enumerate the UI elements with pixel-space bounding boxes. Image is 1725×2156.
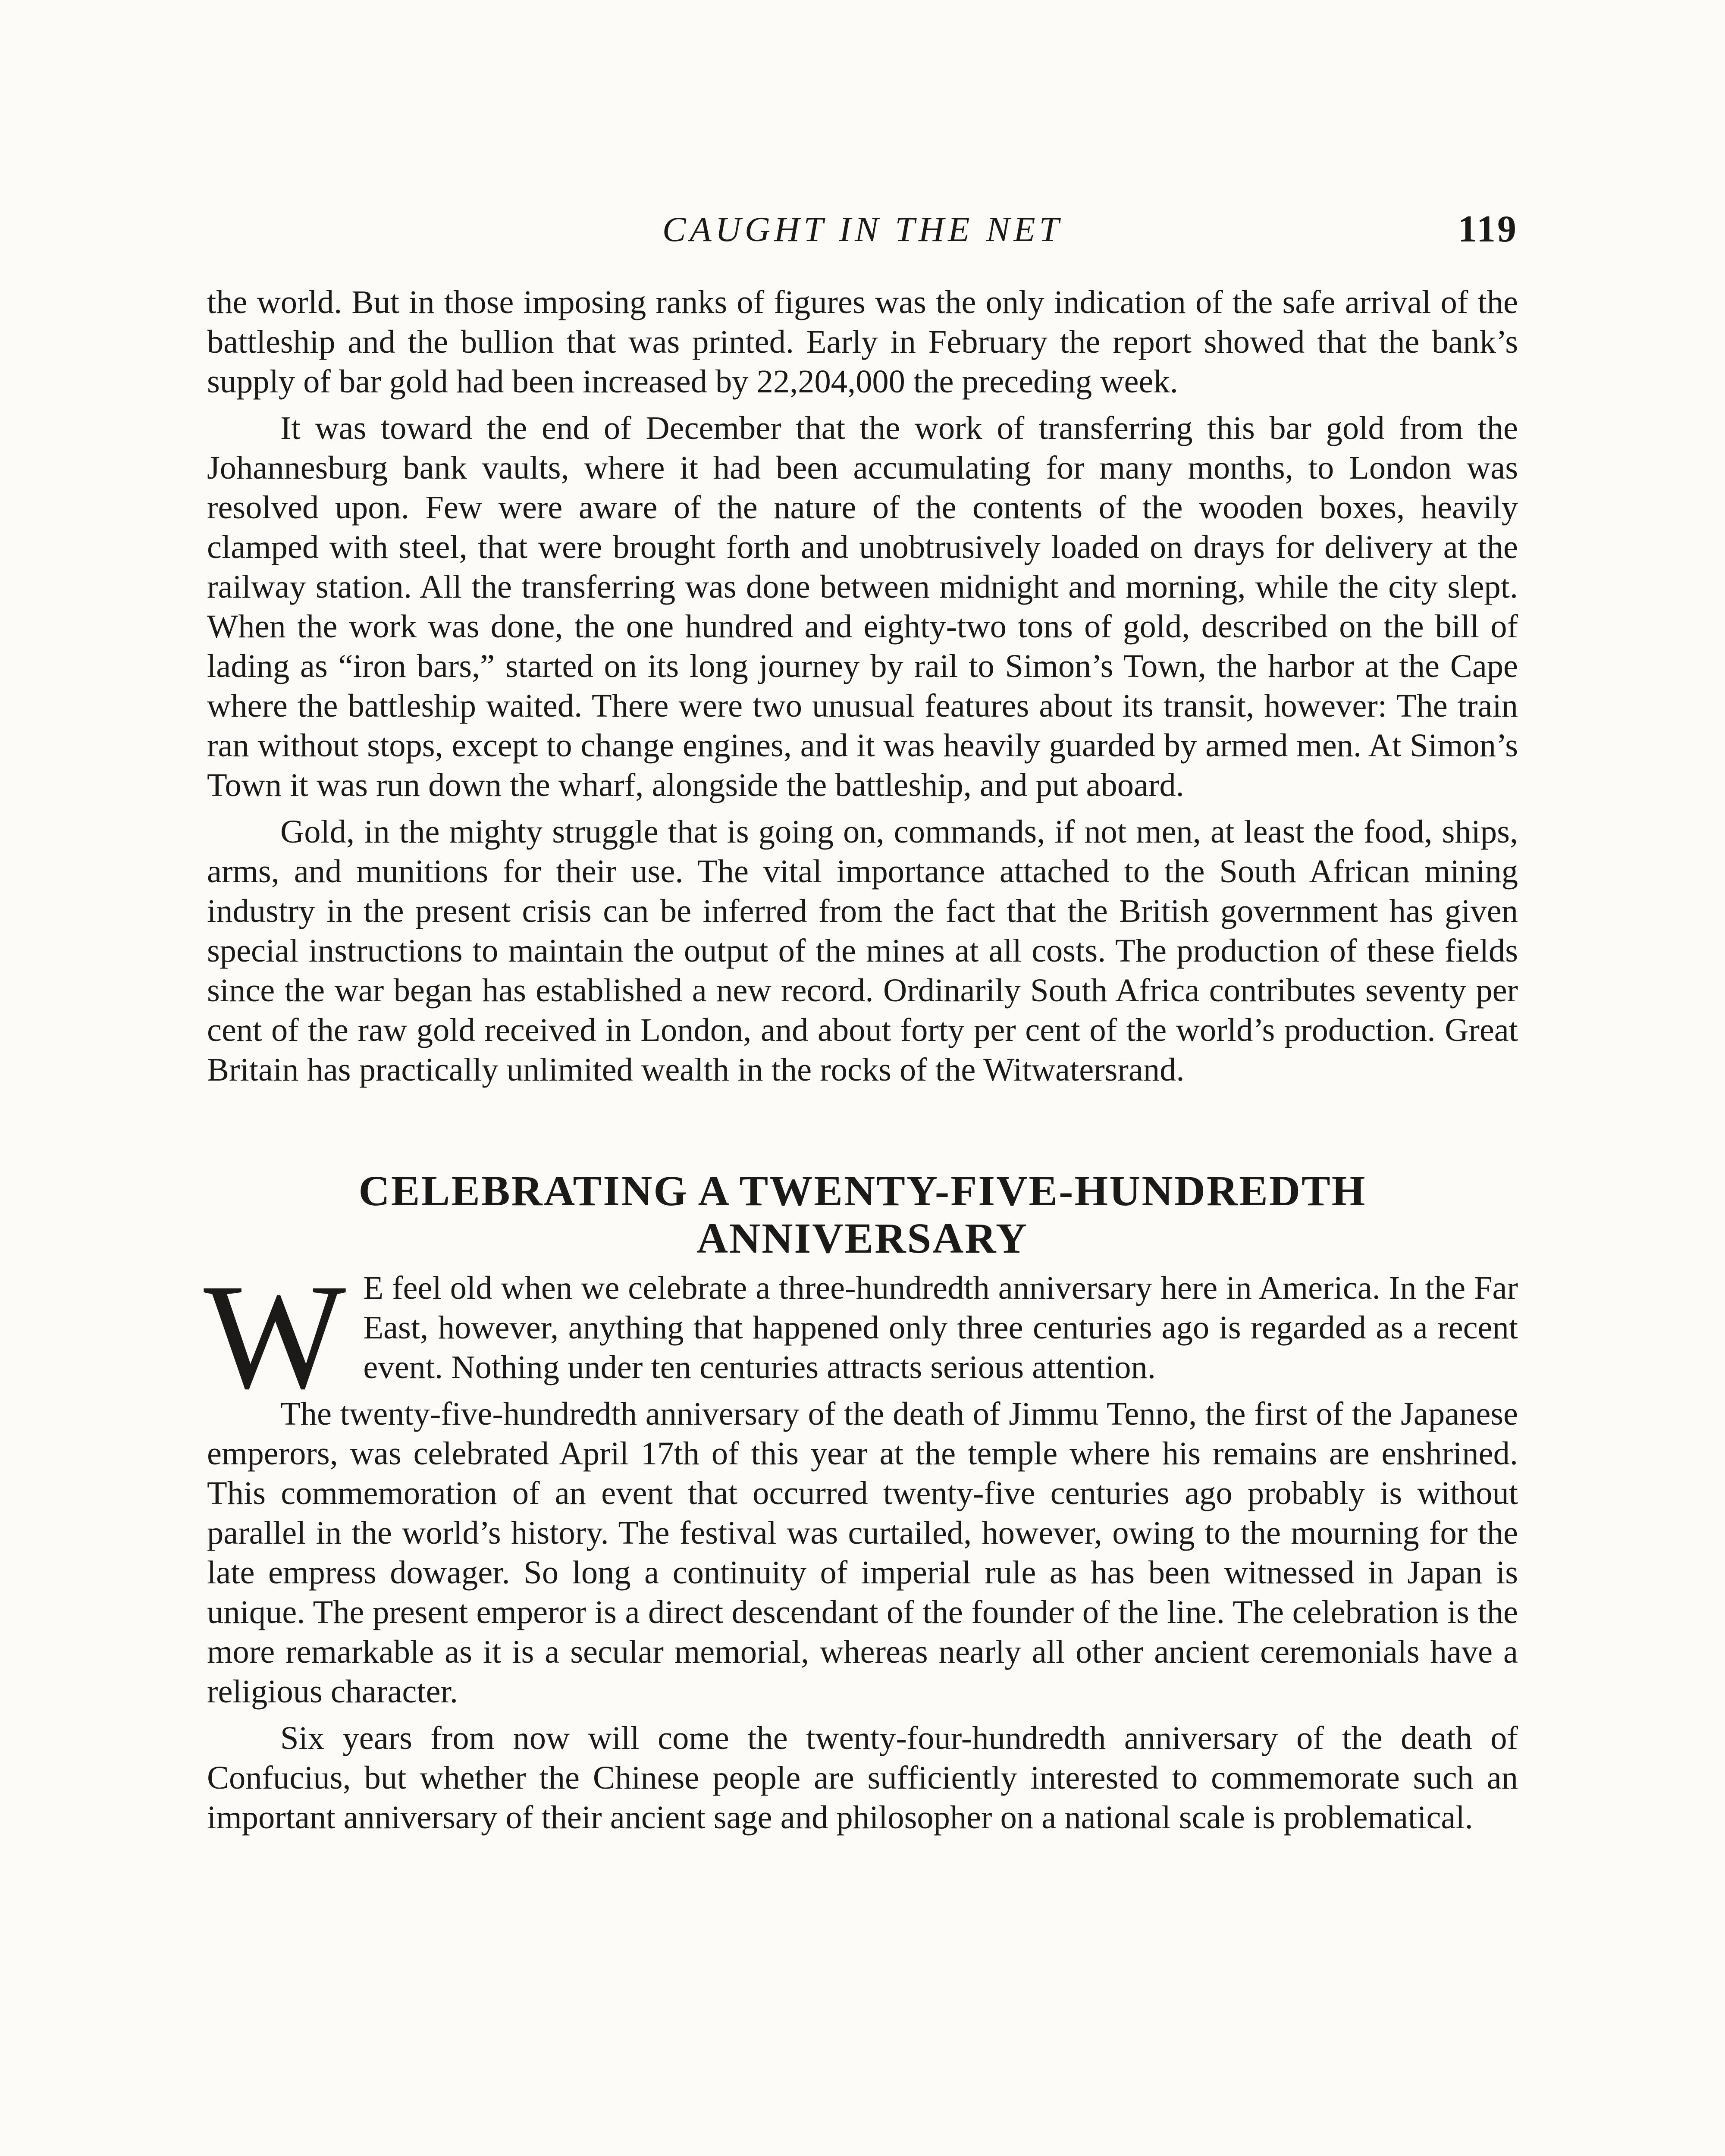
- article-heading: [207, 1167, 1518, 1262]
- paragraph-confucius: Six years from now will come the twenty-four-hundredth anniversary of the death of Confucius, but whether the Chinese people are sufficiently interested to commemorate such an important anniversary of their ancient sage and philosopher on a national scale is problematical.: [207, 1720, 1518, 1836]
- paragraph-gold-transfer: It was toward the end of December that the work of transferring this bar gold from the Johannesburg bank vaults, where it had been accumulating for many months, to London was resolved upon. Few were aware of the nature of the contents of the wooden boxes, heavily clamped with steel, that were brought forth and unobtrusively loaded on drays for delivery at the railway station. All the transferring was done between midnight and morning, while the city slept. When the work was done, the one hundred and eighty-two tons of gold, described on the bill of lading as “iron bars,” started on its long journey by rail to Simon’s Town, the harbor at the Cape where the battleship waited. There were two unusual features about its transit, however: The train ran without stops, except to change engines, and it was heavily guarded by armed men. At Simon’s Town it was run down the wharf, alongside the battleship, and put aboard.: [207, 410, 1518, 803]
- body-text: [204, 282, 1518, 1844]
- paragraph-jimmu-tenno: The twenty-five-hundredth anniversary of the death of Jimmu Tenno, the first of the Japanese emperors, was celebrated April 17th of this year at the temple where his remains are enshrined. This commemoration of an event that occurred twenty-five centuries ago probably is without parallel in the world’s history. The festival was curtailed, however, owing to the mourning for the late empress dowager. So long a continuity of imperial rule as has been witnessed in Japan is unique. The present emperor is a direct descendant of the founder of the line. The celebration is the more remarkable as it is a secular memorial, whereas nearly all other ancient ceremonials have a religious character.: [207, 1395, 1518, 1710]
- drop-cap: W: [204, 1253, 346, 1420]
- heading-line-2: ANNIVERSARY: [696, 1214, 1029, 1262]
- paragraph-continued: the world. But in those imposing ranks of figures was the only indication of the safe arrival of the battleship and the bullion that was printed. Early in February the report showed that the bank’s supply of bar gold had been increased by 22,204,000 the preceding week.: [207, 284, 1518, 400]
- opening-text: E feel old when we celebrate a three-hundredth anniversary here in America. In the Far East, however, anything that happened only three centuries ago is regarded as a recent event. Nothing under ten centuries attracts serious attention.: [363, 1269, 1518, 1385]
- paragraph-gold-struggle: Gold, in the mighty struggle that is going on, commands, if not men, at least the food, ships, arms, and munitions for their use. The vital importance attached to the South African mining industry in the present crisis can be inferred from the fact that the British government has given special instructions to maintain the output of the mines at all costs. The production of these fields since the war began has established a new record. Ordinarily South Africa contributes seventy per cent of the raw gold received in London, and about forty per cent of the world’s production. Great Britain has practically unlimited wealth in the rocks of the Witwatersrand.: [207, 813, 1518, 1088]
- running-title: CAUGHT IN THE NET: [662, 210, 1063, 249]
- article-opening-paragraph: [204, 1253, 1518, 1420]
- running-head: [207, 208, 1518, 255]
- page-number: 119: [1458, 208, 1518, 250]
- heading-line-1: CELEBRATING A TWENTY-FIVE-HUNDREDTH: [358, 1167, 1367, 1215]
